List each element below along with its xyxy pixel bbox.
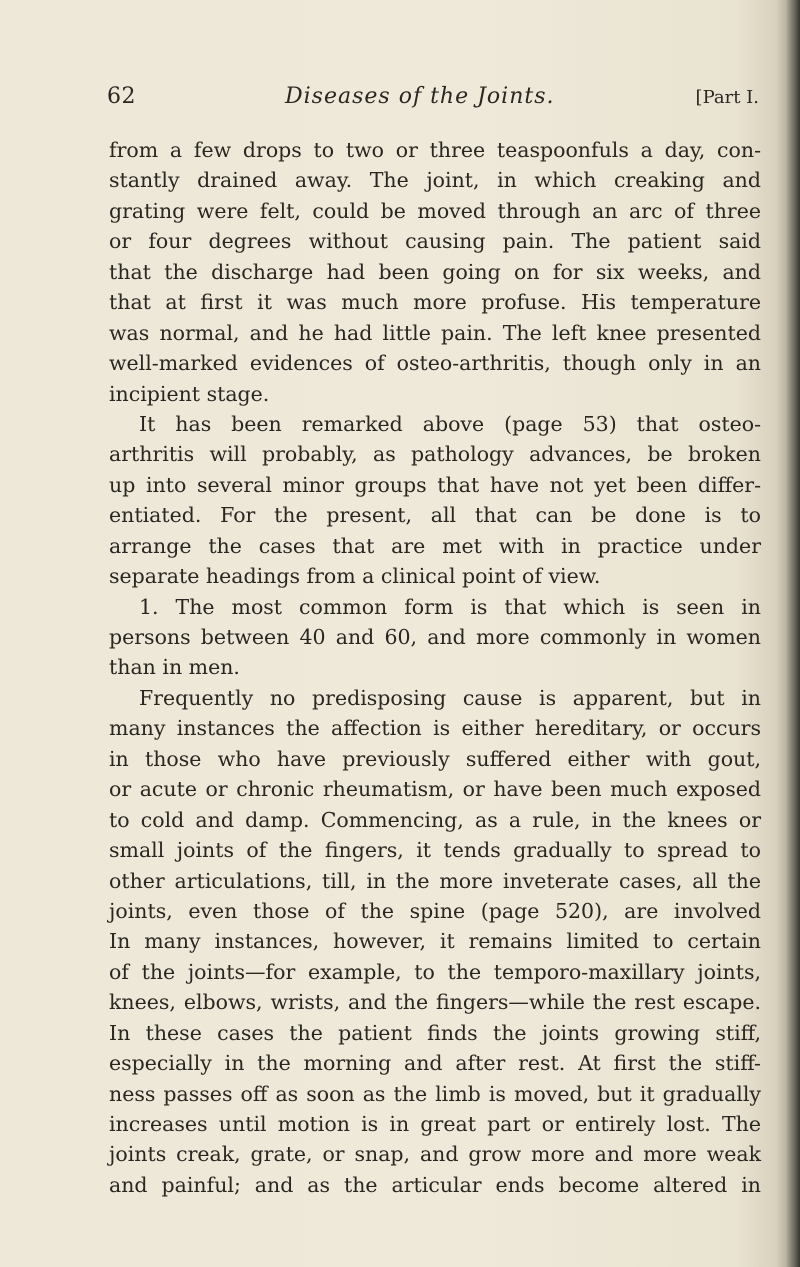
text-line: or four degrees without causing pain. The patient said — [109, 229, 761, 254]
text-line: especially in the morning and after rest. At first the stiff- — [109, 1051, 761, 1076]
text-line: incipient stage. — [109, 381, 270, 406]
text-line: and painful; and as the articular ends become altered in — [109, 1172, 761, 1197]
text-line: was normal, and he had little pain. The left knee presented — [109, 320, 761, 345]
part-label: [Part I. — [695, 87, 759, 108]
text-line: many instances the affection is either hereditary, or occurs — [109, 716, 761, 741]
text-line: joints, even those of the spine (page 520), are involved — [109, 898, 761, 923]
text-line: stantly drained away. The joint, in which creaking and — [109, 168, 761, 193]
text-line: joints creak, grate, or snap, and grow more and more weak — [109, 1142, 761, 1167]
text-line: separate headings from a clinical point of view. — [109, 564, 601, 589]
text-line: arrange the cases that are met with in practice under — [109, 533, 761, 558]
text-line: It has been remarked above (page 53) that osteo- — [139, 411, 761, 436]
text-line: In these cases the patient finds the joints growing stiff, — [109, 1020, 761, 1045]
running-head — [107, 84, 767, 118]
text-line: other articulations, till, in the more inveterate cases, all the — [109, 868, 761, 893]
text-line: small joints of the fingers, it tends gradually to spread to — [109, 838, 761, 863]
text-line: in those who have previously suffered either with gout, — [109, 746, 761, 771]
text-line: well-marked evidences of osteo-arthritis, though only in an — [109, 351, 761, 376]
text-line: than in men. — [109, 655, 240, 680]
text-line: entiated. For the present, all that can be done is to — [109, 503, 761, 528]
body-text — [109, 135, 761, 1200]
page-number: 62 — [107, 84, 136, 109]
text-line: that the discharge had been going on for six weeks, and — [109, 259, 761, 284]
text-line: up into several minor groups that have not yet been differ- — [109, 472, 761, 497]
text-line: knees, elbows, wrists, and the fingers—while the rest escape. — [109, 990, 761, 1015]
text-line: increases until motion is in great part or entirely lost. The — [109, 1112, 761, 1136]
text-line: In many instances, however, it remains limited to certain — [109, 929, 761, 954]
text-line: ness passes off as soon as the limb is moved, but it gradually — [109, 1081, 761, 1106]
text-line: that at first it was much more profuse. His temperature — [109, 290, 761, 315]
text-line: arthritis will probably, as pathology advances, be broken — [109, 442, 761, 467]
text-line: 1. The most common form is that which is seen in — [139, 594, 761, 619]
text-line: or acute or chronic rheumatism, or have been much exposed — [109, 777, 761, 802]
text-line: to cold and damp. Commencing, as a rule, in the knees or — [109, 807, 761, 832]
page-edge-shadow — [786, 0, 800, 1267]
text-line: persons between 40 and 60, and more commonly in women — [109, 625, 761, 649]
text-line: grating were felt, could be moved through an arc of three — [109, 198, 761, 223]
running-title: Diseases of the Joints. — [285, 84, 555, 109]
text-line: Frequently no predisposing cause is apparent, but in — [139, 685, 761, 710]
text-line: of the joints—for example, to the temporo-maxillary joints, — [109, 959, 761, 984]
text-line: from a few drops to two or three teaspoonfuls a day, con- — [109, 138, 761, 162]
